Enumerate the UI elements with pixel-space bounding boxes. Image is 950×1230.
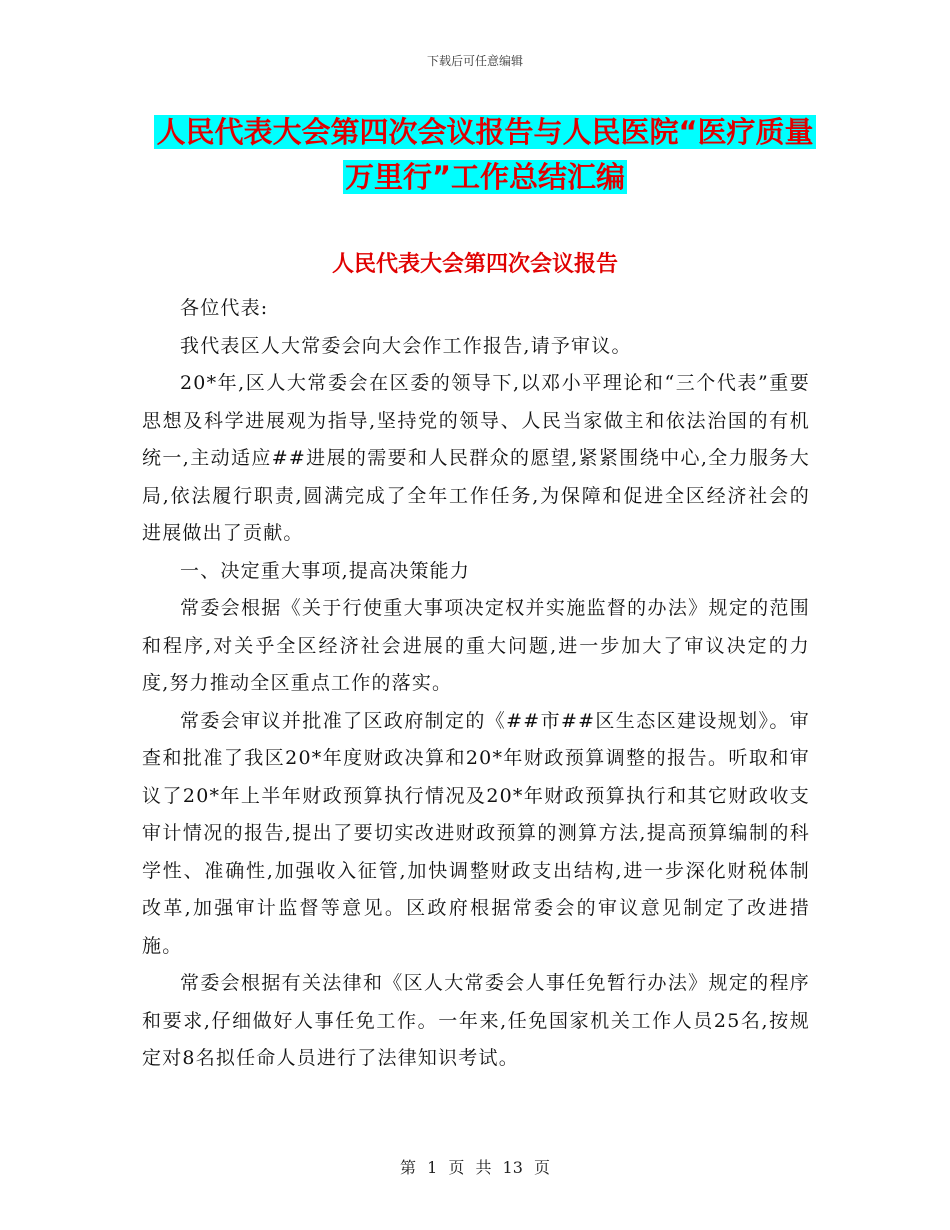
paragraph-decisions: 常委会根据《关于行使重大事项决定权并实施监督的办法》规定的范围和程序,对关乎全区经济社会进展的重大问题,进一步加大了审议决定的力度,努力推动全区重点工作的落实。 <box>142 597 810 694</box>
header-note: 下载后可任意编辑 <box>426 54 523 68</box>
paragraph-appointments: 常委会根据有关法律和《区人大常委会人事任免暂行办法》规定的程序和要求,仔细做好人事任免工作。一年来,任免国家机关工作人员25名,按规定对8名拟任命人员进行了法律知识考试。 <box>142 972 810 1069</box>
section-title: 人民代表大会第四次会议报告 <box>331 252 618 277</box>
document-title-line-2: 万里行”工作总结汇编 <box>344 160 626 194</box>
body-text <box>142 290 810 1078</box>
document-title <box>150 110 820 200</box>
page-number-footer: 第 1 页 共 13 页 <box>400 1158 550 1177</box>
paragraph-intro: 我代表区人大常委会向大会作工作报告,请予审议。 <box>180 334 632 357</box>
document-title-line-1: 人民代表大会第四次会议报告与人民医院“医疗质量 <box>156 115 814 149</box>
paragraph-budget: 常委会审议并批准了区政府制定的《##市##区生态区建设规划》。审查和批准了我区20*年度财政决算和20*年财政预算调整的报告。听取和审议了20*年上半年财政预算执行情况及20*年财政预算执行和其它财政收支审计情况的报告,提出了要切实改进财政预算的测算方法,提高预算编制的科学性、准确性,加强收入征管,加快调整财政支出结构,进一步深化财税体制改革,加强审计监督等意见。区政府根据常委会的审议意见制定了改进措施。 <box>142 709 810 957</box>
paragraph-salutation: 各位代表: <box>180 297 269 319</box>
paragraph-overview: 20*年,区人大常委会在区委的领导下,以邓小平理论和“三个代表”重要思想及科学进展观为指导,坚持党的领导、人民当家做主和依法治国的有机统一,主动适应##进展的需要和人民群众的愿望,紧紧围绕中心,全力服务大局,依法履行职责,圆满完成了全年工作任务,为保障和促进全区经济社会的进展做出了贡献。 <box>142 372 810 544</box>
paragraph-heading-1: 一、决定重大事项,提高决策能力 <box>180 559 471 582</box>
